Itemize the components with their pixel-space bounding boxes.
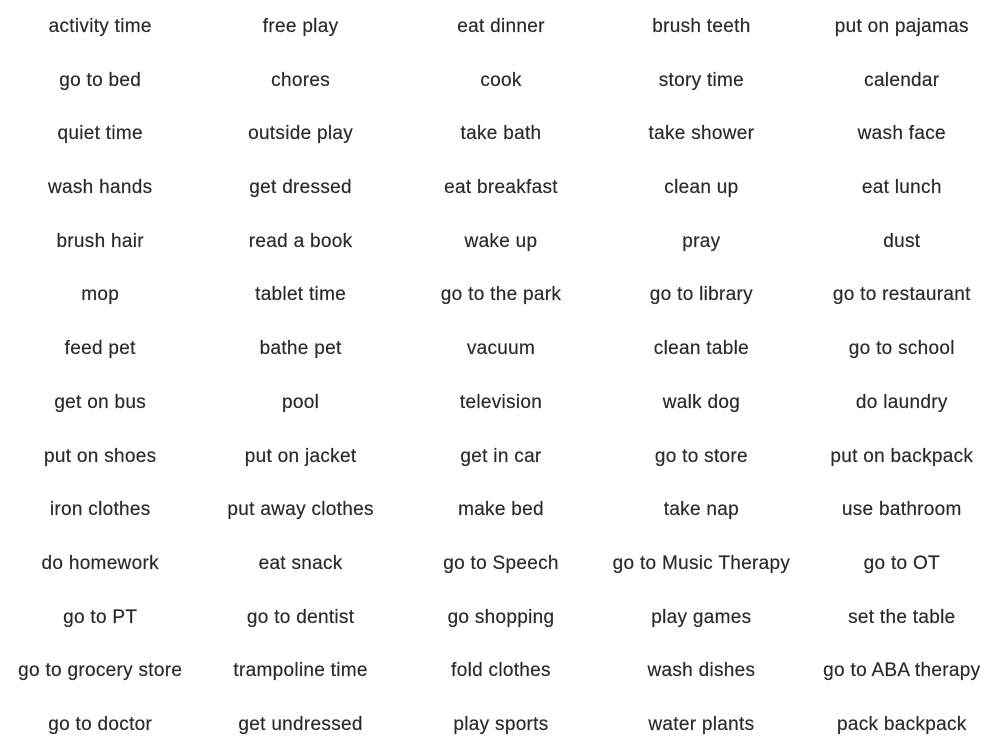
word-card: read a book — [248, 230, 353, 252]
word-card: activity time — [48, 15, 152, 37]
word-card: make bed — [458, 499, 544, 521]
word-card: go to store — [654, 445, 748, 467]
word-card: mop — [81, 284, 120, 306]
word-card: free play — [262, 15, 339, 37]
word-card: chores — [271, 69, 330, 91]
word-card: brush hair — [56, 230, 144, 252]
word-card: go to restaurant — [832, 284, 971, 306]
word-card: story time — [658, 69, 745, 91]
word-card: go to bed — [59, 69, 142, 91]
word-card: put away clothes — [227, 499, 374, 521]
word-card: put on jacket — [244, 445, 357, 467]
word-card: go to library — [649, 284, 753, 306]
word-card: tablet time — [255, 284, 347, 306]
word-card: pool — [282, 391, 320, 413]
word-card: wash face — [857, 123, 946, 145]
word-card: go to PT — [63, 606, 138, 628]
word-card: put on backpack — [830, 445, 974, 467]
word-card: go to Speech — [443, 552, 559, 574]
word-card: get in car — [460, 445, 542, 467]
word-card: outside play — [248, 123, 354, 145]
word-card: water plants — [648, 714, 755, 736]
word-card: feed pet — [64, 338, 136, 360]
word-card: get dressed — [249, 176, 352, 198]
word-card: get on bus — [54, 391, 147, 413]
word-card: calendar — [864, 69, 940, 91]
word-card: do laundry — [855, 391, 948, 413]
word-card: eat lunch — [861, 176, 942, 198]
word-card: go shopping — [447, 606, 555, 628]
word-card: get undressed — [238, 714, 363, 736]
word-card: iron clothes — [49, 499, 151, 521]
word-card: go to grocery store — [18, 660, 183, 682]
word-card: play sports — [453, 714, 549, 736]
word-card: go to OT — [863, 552, 940, 574]
word-card: put on pajamas — [834, 15, 969, 37]
word-card: take nap — [663, 499, 740, 521]
word-card: dust — [883, 230, 921, 252]
word-card: eat dinner — [457, 15, 545, 37]
word-card: go to ABA therapy — [823, 660, 981, 682]
word-card: go to doctor — [48, 714, 153, 736]
word-card: vacuum — [466, 338, 536, 360]
word-card: take shower — [648, 123, 755, 145]
word-card: television — [459, 391, 543, 413]
word-card: wash hands — [47, 176, 153, 198]
word-card: clean table — [653, 338, 749, 360]
word-card: pray — [682, 230, 721, 252]
word-card: use bathroom — [841, 499, 962, 521]
word-card: fold clothes — [451, 660, 551, 682]
word-card: pack backpack — [836, 714, 967, 736]
word-card: eat snack — [258, 552, 343, 574]
word-card: go to school — [848, 338, 955, 360]
word-card: take bath — [460, 123, 542, 145]
word-card: quiet time — [57, 123, 143, 145]
word-card: walk dog — [662, 391, 741, 413]
word-card: eat breakfast — [444, 176, 558, 198]
word-card: cook — [480, 69, 522, 91]
word-card: put on shoes — [43, 445, 157, 467]
word-card: brush teeth — [652, 15, 751, 37]
word-card: go to Music Therapy — [612, 552, 791, 574]
word-card: play games — [651, 606, 752, 628]
word-card: bathe pet — [259, 338, 342, 360]
word-card: trampoline time — [233, 660, 368, 682]
word-card: do homework — [41, 552, 159, 574]
word-card: wake up — [464, 230, 538, 252]
word-card: go to dentist — [246, 606, 355, 628]
word-card: go to the park — [440, 284, 562, 306]
word-card: set the table — [848, 606, 956, 628]
word-card: clean up — [664, 176, 739, 198]
word-card: wash dishes — [647, 660, 756, 682]
